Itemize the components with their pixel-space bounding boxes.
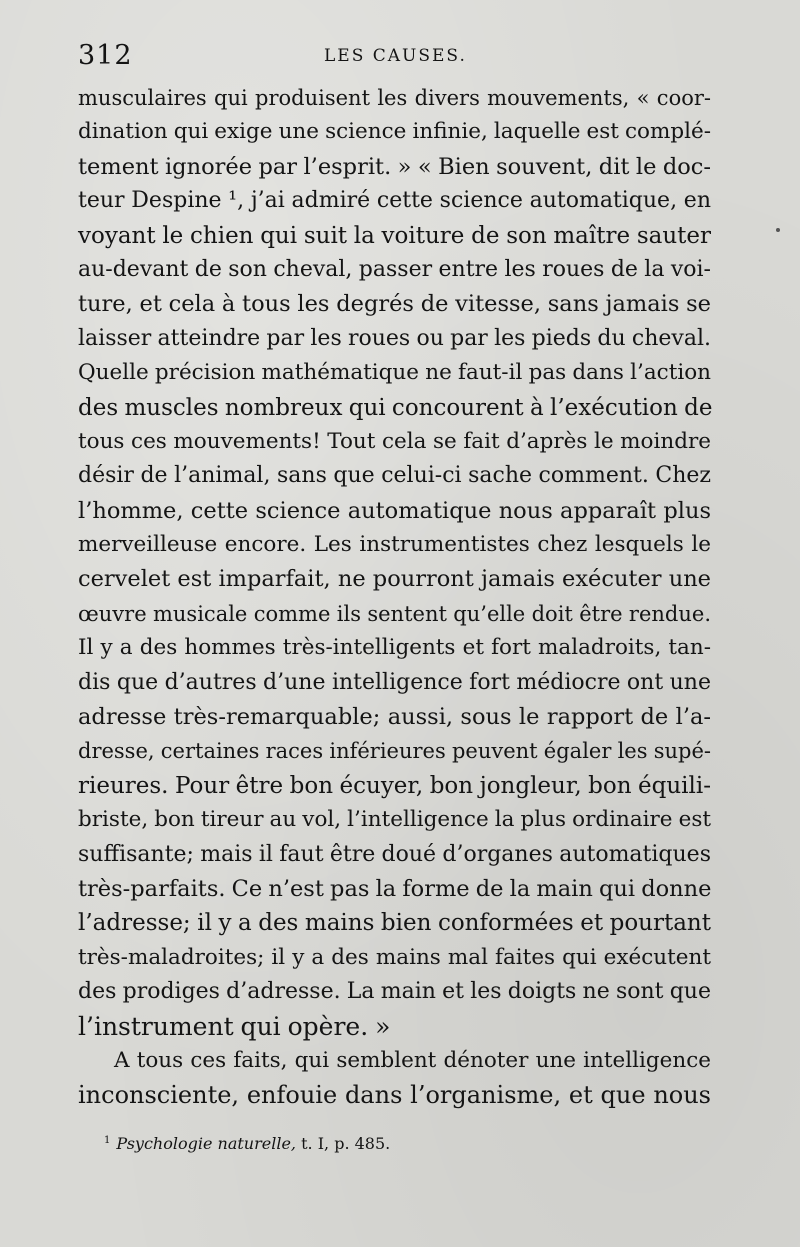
text-line: l’instrument qui opère. » [78, 1011, 391, 1041]
text-line: désir de l’animal, sans que celui-ci sache comment. Chez [78, 463, 711, 489]
footnote [104, 1128, 704, 1157]
text-line: des muscles nombreux qui concourent à l’exécution de [78, 394, 713, 421]
text-line: cervelet est imparfait, ne pourront jamais exécuter une [78, 566, 711, 593]
text-line: très-parfaits. Ce n’est pas la forme de la main qui donne [78, 875, 712, 902]
text-line: Quelle précision mathématique ne faut-il pas dans l’action [78, 360, 711, 386]
text-line: des prodiges d’adresse. La main et les doigts ne sont que [78, 979, 711, 1005]
text-line: laisser atteindre par les roues ou par les pieds du cheval. [78, 325, 711, 351]
page-number: 312 [78, 40, 133, 71]
footnote-reference: t. I, p. 485. [301, 1134, 391, 1153]
footnote-marker: 1 [104, 1135, 111, 1146]
text-line: voyant le chien qui suit la voiture de son maître sauter [78, 222, 711, 249]
page-header [78, 36, 710, 76]
text-line: très-maladroites; il y a des mains mal faites qui exécutent [78, 944, 711, 970]
text-line: teur Despine ¹, j’ai admiré cette science automatique, en [78, 188, 711, 214]
text-line: l’homme, cette science automatique nous apparaît plus [78, 497, 711, 524]
text-line: briste, bon tireur au vol, l’intelligence la plus ordinaire est [78, 807, 711, 833]
text-line: A tous ces faits, qui semblent dénoter une intelligence [114, 1047, 711, 1073]
text-line: dination qui exige une science infinie, laquelle est complé- [78, 119, 711, 145]
text-line: Il y a des hommes très-intelligents et fort maladroits, tan- [78, 635, 711, 661]
text-line: suffisante; mais il faut être doué d’organes automatiques [78, 841, 711, 867]
text-line: au-devant de son cheval, passer entre les roues de la voi- [78, 256, 711, 282]
running-head: LES CAUSES. [324, 46, 467, 66]
text-line: adresse très-remarquable; aussi, sous le rapport de l’a- [78, 704, 711, 731]
margin-speck [776, 228, 780, 232]
footnote-title: Psychologie naturelle, [116, 1134, 297, 1153]
text-line: rieures. Pour être bon écuyer, bon jongleur, bon équili- [78, 772, 711, 799]
text-line: dresse, certaines races inférieures peuvent égaler les supé- [78, 739, 711, 764]
text-line: ture, et cela à tous les degrés de vitesse, sans jamais se [78, 291, 711, 318]
text-line: tous ces mouvements! Tout cela se fait d’après le moindre [78, 428, 711, 454]
text-line: tement ignorée par l’esprit. » « Bien souvent, dit le doc- [78, 153, 711, 180]
text-line: dis que d’autres d’une intelligence fort médiocre ont une [78, 669, 711, 695]
text-line: merveilleuse encore. Les instrumentistes chez lesquels le [78, 532, 711, 558]
body-text [78, 81, 711, 1113]
text-line: l’adresse; il y a des mains bien conformées et pourtant [78, 910, 711, 937]
text-line: inconsciente, enfouie dans l’organisme, et que nous [78, 1081, 711, 1110]
text-line: musculaires qui produisent les divers mouvements, « coor- [78, 86, 711, 110]
text-line: œuvre musicale comme ils sentent qu’elle doit être rendue. [78, 601, 711, 626]
